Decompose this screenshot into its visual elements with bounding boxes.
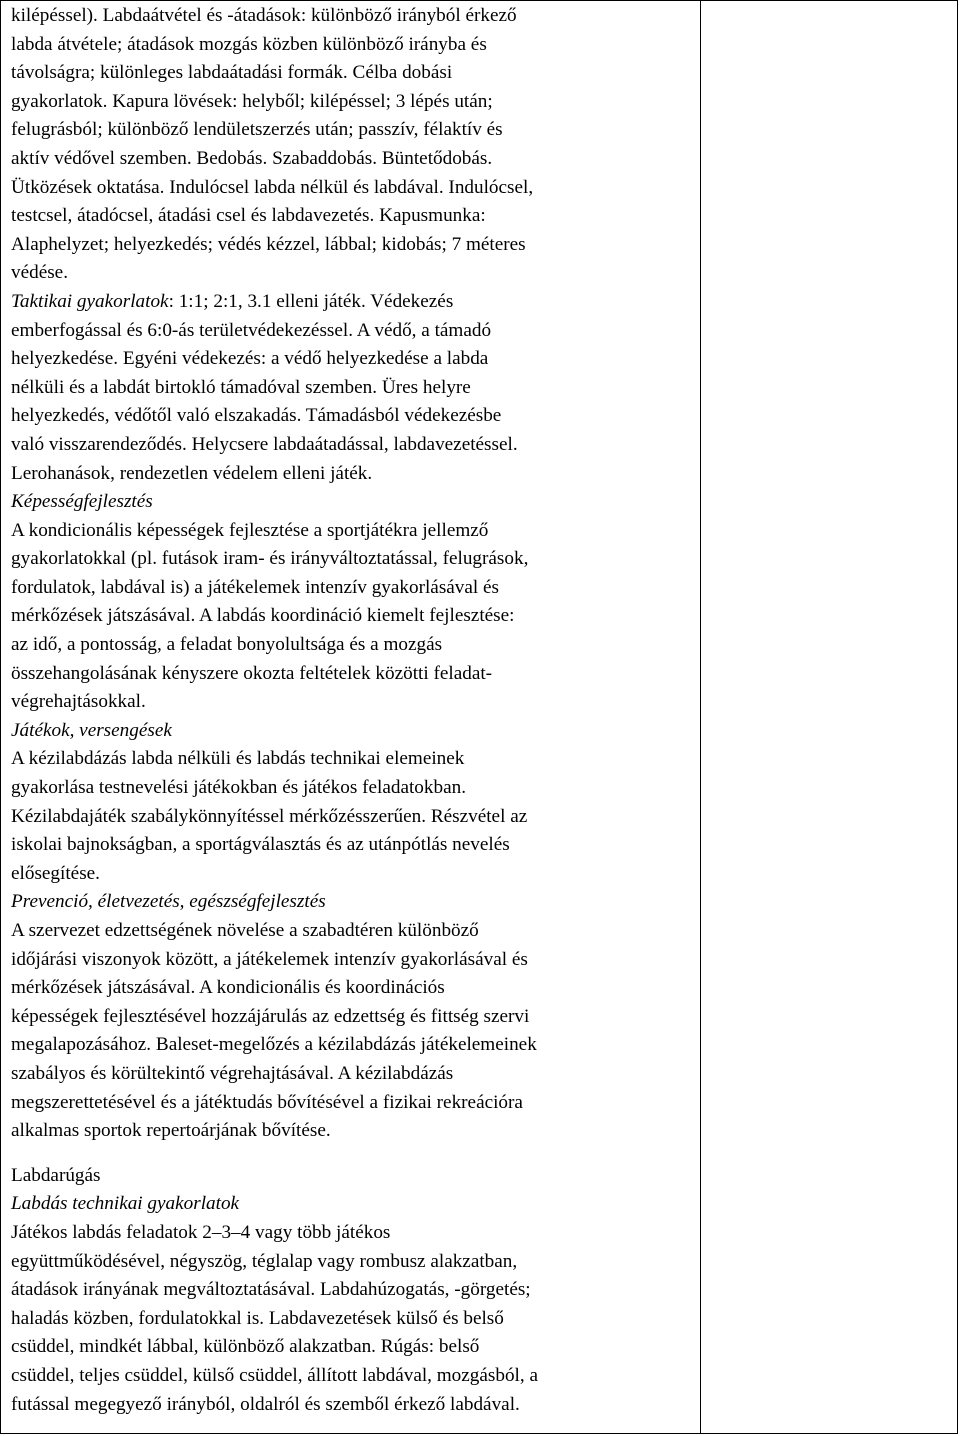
text-line: Lerohanások, rendezetlen védelem elleni játék. [11, 462, 373, 484]
text-line: Alaphelyzet; helyezkedés; védés kézzel, lábbal; kidobás; 7 méteres [11, 233, 526, 255]
games-heading: Játékok, versengések [11, 719, 172, 741]
text-line: mérkőzések játszásával. A kondicionális és koordinációs [11, 977, 445, 999]
text-line: elősegítése. [11, 862, 100, 884]
text-line: emberfogással és 6:0-ás területvédekezéssel. A védő, a támadó [11, 319, 492, 341]
tactics-section [11, 288, 695, 488]
prevention-section [11, 888, 695, 1145]
text-line: megalapozásához. Baleset-megelőzés a kézilabdázás játékelemeinek [11, 1034, 537, 1056]
text-line: felugrásból; különböző lendületszerzés után; passzív, félaktív és [11, 119, 503, 141]
text-line: Kézilabdajáték szabálykönnyítéssel mérkőzésszerűen. Részvétel az [11, 805, 528, 827]
text-line: nélküli és a labdát birtokló támadóval szemben. Üres helyre [11, 376, 471, 398]
text-line: futással megegyező irányból, oldalról és szemből érkező labdával. [11, 1393, 520, 1415]
skill-development-section [11, 488, 695, 717]
text-line: haladás közben, fordulatokkal is. Labdavezetések külső és belső [11, 1307, 504, 1329]
prevention-heading: Prevenció, életvezetés, egészségfejlesztés [11, 891, 326, 913]
text-line: távolságra; különleges labdaátadási formák. Célba dobási [11, 62, 453, 84]
text-line: szabályos és körültekintő végrehajtásával. A kézilabdázás [11, 1062, 454, 1084]
text-line: A kondicionális képességek fejlesztése a sportjátékra jellemző [11, 519, 489, 541]
text-line: labda átvétele; átadások mozgás közben különböző irányba és [11, 33, 487, 55]
text-line: kilépéssel). Labdaátvétel és -átadások: különböző irányból érkező [11, 5, 517, 26]
text-line: gyakorlatok. Kapura lövések: helyből; kilépéssel; 3 lépés után; [11, 90, 493, 112]
technique-paragraph [11, 2, 695, 288]
text-line: helyezkedése. Egyéni védekezés: a védő helyezkedése a labda [11, 348, 489, 370]
text-line: mérkőzések játszásával. A labdás koordináció kiemelt fejlesztése: [11, 605, 515, 627]
tactics-heading: Taktikai gyakorlatok [11, 290, 169, 312]
football-title: Labdarúgás [11, 1164, 101, 1186]
text-line: együttműködésével, négyszög, téglalap vagy rombusz alakzatban, [11, 1250, 518, 1272]
text-line: átadások irányának megváltoztatásával. Labdahúzogatás, -görgetés; [11, 1279, 531, 1301]
text-line: testcsel, átadócsel, átadási csel és labdavezetés. Kapusmunka: [11, 205, 486, 227]
football-heading: Labdás technikai gyakorlatok [11, 1193, 240, 1215]
text-line: A szervezet edzettségének növelése a szabadtéren különböző [11, 920, 479, 941]
text-line: A kézilabdázás labda nélküli és labdás technikai elemeinek [11, 748, 465, 770]
text-line: iskolai bajnokságban, a sportágválasztás és az utánpótlás nevelés [11, 834, 510, 856]
text-line: alkalmas sportok repertoárjának bővítése. [11, 1120, 331, 1142]
text-line: az idő, a pontosság, a feladat bonyolultsága és a mozgás [11, 634, 443, 656]
column-divider [700, 0, 701, 1434]
football-section [11, 1162, 695, 1419]
text-line: végrehajtásokkal. [11, 691, 146, 713]
text-line: gyakorlatokkal (pl. futások iram- és irányváltoztatással, felugrások, [11, 548, 529, 570]
text-line: helyezkedés, védőtől való elszakadás. Támadásból védekezésbe [11, 405, 502, 427]
text-line: gyakorlása testnevelési játékokban és játékos feladatokban. [11, 777, 467, 799]
text-line: összehangolásának kényszere okozta feltételek közötti feladat- [11, 662, 493, 684]
text-line: csüddel, teljes csüddel, külső csüddel, állított labdával, mozgásból, a [11, 1364, 539, 1386]
text-line: Ütközések oktatása. Indulócsel labda nélkül és labdával. Indulócsel, [11, 176, 534, 198]
text-line: védése. [11, 262, 69, 284]
text-line: fordulatok, labdával is) a játékelemek intenzív gyakorlásával és [11, 576, 500, 598]
text-line: aktív védővel szemben. Bedobás. Szabaddobás. Büntetődobás. [11, 147, 493, 169]
text-line: való visszarendeződés. Helycsere labdaátadással, labdavezetéssel. [11, 433, 518, 455]
text-line: csüddel, mindkét lábbal, különböző alakzatban. Rúgás: belső [11, 1336, 480, 1358]
games-section [11, 717, 695, 889]
text-line: megszerettetésével és a játéktudás bővítésével a fizikai rekreációra [11, 1091, 523, 1113]
skill-development-heading: Képességfejlesztés [11, 491, 153, 513]
text-line: Játékos labdás feladatok 2–3–4 vagy több játékos [11, 1221, 391, 1243]
text-line: képességek fejlesztésével hozzájárulás az edzettség és fittség szervi [11, 1005, 530, 1027]
content-cell [11, 2, 695, 1419]
tactics-first-line-text: : 1:1; 2:1, 3.1 elleni játék. Védekezés [168, 290, 454, 312]
text-line [11, 288, 695, 317]
text-line: időjárási viszonyok között, a játékelemek intenzív gyakorlásával és [11, 948, 528, 970]
section-gap [11, 1146, 695, 1162]
